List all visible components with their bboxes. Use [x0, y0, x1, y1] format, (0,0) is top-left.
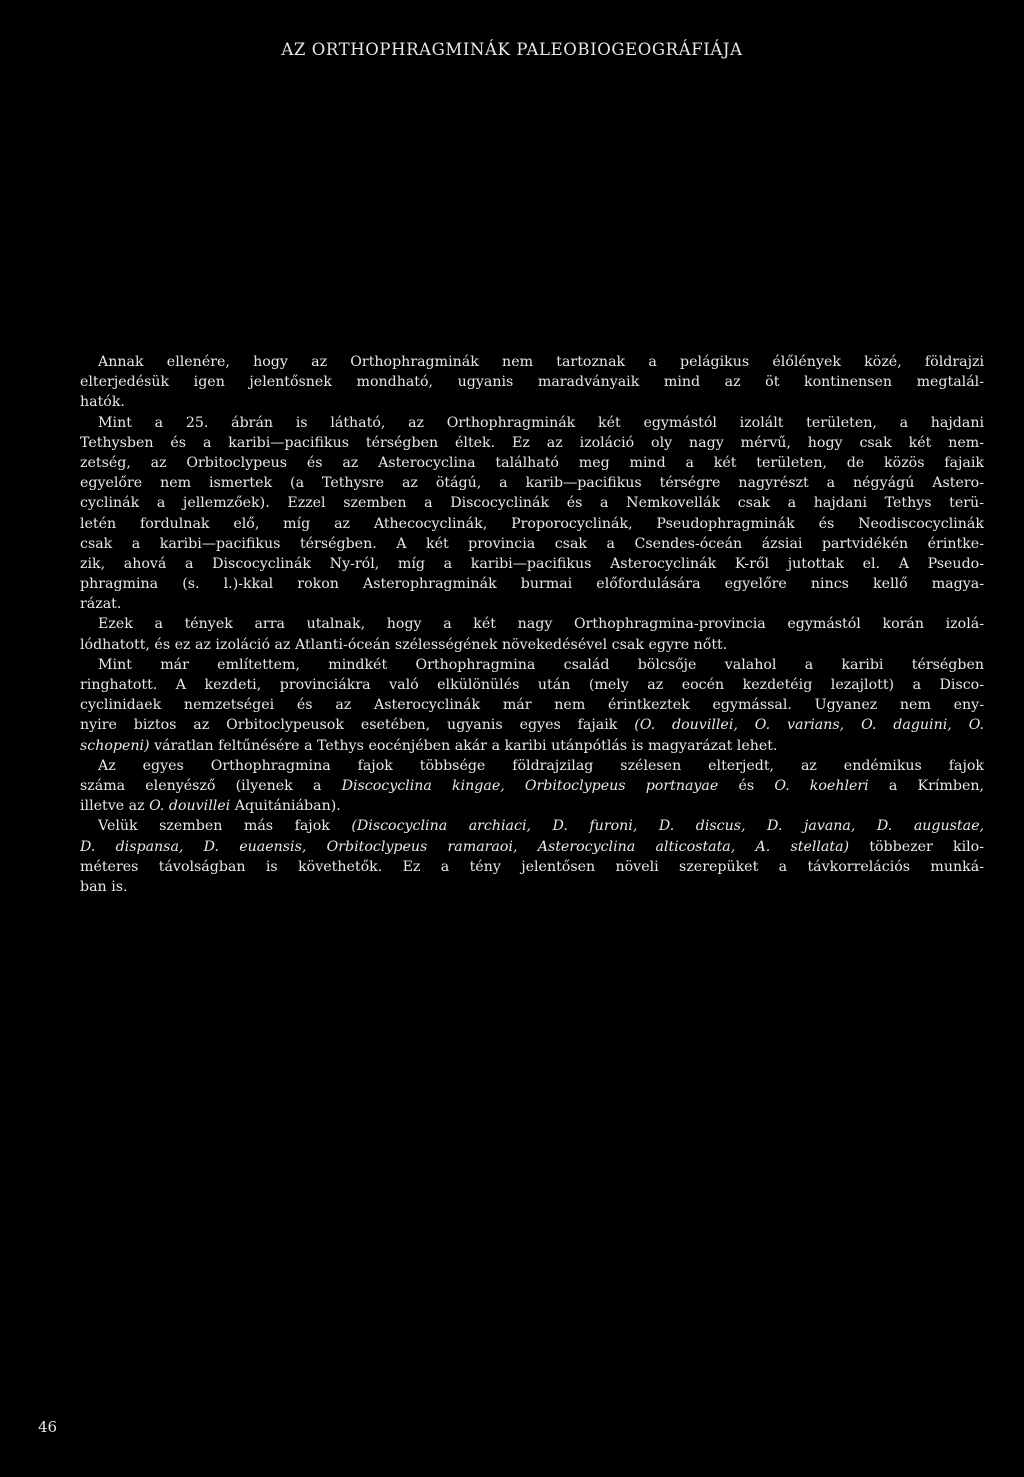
- text-line: [80, 453, 984, 473]
- text-line: [80, 554, 984, 574]
- text-line: [80, 715, 984, 735]
- text-line: [80, 816, 984, 836]
- text-line: [80, 857, 984, 877]
- text-segment: elterjedésük igen jelentősnek mondható, ugyanis maradványaik mind az öt kontinensen megtalál-: [80, 374, 984, 391]
- text-line: [80, 413, 984, 433]
- text-line: [80, 837, 984, 857]
- text-segment: zetség, az Orbitoclypeus és az Asterocyclina található meg mind a két területen, de közös fajaik: [80, 454, 984, 471]
- text-line: [80, 352, 984, 372]
- italic-species-name: D. dispansa, D. euaensis, Orbitoclypeus ramaraoi, Asterocyclina alticostata, A. stellata): [80, 838, 850, 855]
- text-segment: többezer kilo-: [849, 838, 984, 855]
- text-segment: nyire biztos az Orbitoclypeusok esetében, ugyanis egyes fajaik: [80, 717, 635, 734]
- text-segment: Tethysben és a karibi—pacifikus térségben éltek. Ez az izoláció oly nagy mérvű, hogy csak két nem-: [80, 434, 984, 451]
- text-segment: méteres távolságban is követhetők. Ez a tény jelentősen növeli szerepüket a távkorrelációs munká-: [80, 858, 984, 875]
- text-line: [80, 877, 984, 897]
- text-segment: Annak ellenére, hogy az Orthophragminák nem tartoznak a pelágikus élőlények közé, földrajzi: [98, 354, 984, 370]
- page-number: 46: [38, 1418, 58, 1436]
- text-segment: a Krímben,: [868, 777, 985, 794]
- text-line: [80, 635, 984, 655]
- text-segment: Mint a 25. ábrán is látható, az Orthophragminák két egymástól izolált területen, a hajdani: [98, 414, 984, 431]
- text-segment: ringhatott. A kezdeti, provinciákra való elkülönülés után (mely az eocén kezdetéig lezajlott) a Disco-: [80, 677, 984, 693]
- text-segment: és: [718, 777, 775, 794]
- text-segment: ban is.: [80, 878, 128, 895]
- text-line: [80, 534, 984, 554]
- text-segment: phragmina (s. l.)-kkal rokon Asterophragminák burmai előfordulására egyelőre nincs kellő magya-: [80, 576, 984, 593]
- text-segment: váratlan feltűnésére a Tethys eocénjében akár a karibi utánpótlás is magyarázat lehet.: [149, 737, 778, 754]
- text-segment: egyelőre nem ismertek (a Tethysre az ötágú, a karib—pacifikus térségre nagyrészt a négyágú Astero-: [80, 475, 984, 492]
- text-line: [80, 695, 984, 715]
- text-line: [80, 796, 984, 816]
- text-segment: csak a karibi—pacifikus térségben. A két provincia csak a Csendes-óceán ázsiai partvidékén érintke-: [80, 535, 984, 552]
- italic-species-name: O. koehleri: [774, 777, 869, 794]
- text-segment: hatók.: [80, 394, 125, 411]
- italic-species-name: (Discocyclina archiaci, D. furoni, D. discus, D. javana, D. augustae,: [351, 818, 984, 835]
- text-line: [80, 776, 984, 796]
- text-segment: Mint már említettem, mindkét Orthophragmina család bölcsője valahol a karibi térségben: [98, 656, 984, 673]
- text-line: [80, 473, 984, 493]
- text-segment: Aquitániában).: [230, 798, 341, 815]
- text-segment: cyclinák a jellemzőek). Ezzel szemben a Discocyclinák és a Nemkovellák csak a hajdani Tethys terü-: [80, 495, 984, 512]
- text-segment: cyclinidaek nemzetségei és az Asterocyclinák már nem érintkeztek egymással. Ugyanez nem eny-: [80, 697, 984, 714]
- text-segment: letén fordulnak elő, míg az Athecocyclinák, Proporocyclinák, Pseudophragminák és Neodiscocyclinák: [80, 515, 984, 532]
- running-head: AZ ORTHOPHRAGMINÁK PALEOBIOGEOGRÁFIÁJA: [281, 40, 743, 59]
- text-line: [80, 736, 984, 756]
- text-line: [80, 433, 984, 453]
- text-line: [80, 614, 984, 634]
- italic-species-name: (O. douvillei, O. varians, O. daguini, O.: [634, 717, 984, 734]
- text-line: [80, 655, 984, 675]
- text-segment: Az egyes Orthophragmina fajok többsége földrajzilag szélesen elterjedt, az endémikus fajok: [98, 757, 984, 774]
- text-segment: Ezek a tények arra utalnak, hogy a két nagy Orthophragmina-provincia egymástól korán izolá-: [98, 616, 984, 633]
- italic-species-name: schopeni): [80, 737, 150, 754]
- text-line: [80, 756, 984, 776]
- text-segment: zik, ahová a Discocyclinák Ny-ról, míg a karibi—pacifikus Asterocyclinák K-ről jutottak el. A Pseudo-: [80, 555, 984, 572]
- text-segment: Velük szemben más fajok: [98, 818, 352, 835]
- text-line: [80, 574, 984, 594]
- text-line: [80, 493, 984, 513]
- text-line: [80, 372, 984, 392]
- text-segment: lódhatott, és ez az izoláció az Atlanti-óceán szélességének növekedésével csak egyre nőtt.: [80, 636, 728, 653]
- text-segment: száma elenyésző (ilyenek a: [80, 777, 342, 794]
- text-line: [80, 675, 984, 695]
- text-line: [80, 594, 984, 614]
- text-line: [80, 392, 984, 412]
- italic-species-name: Discocyclina kingae, Orbitoclypeus portnayae: [341, 777, 719, 794]
- text-line: [80, 514, 984, 534]
- body-text: [80, 352, 984, 897]
- text-segment: illetve az: [80, 798, 150, 815]
- italic-species-name: O. douvillei: [149, 798, 231, 815]
- text-segment: rázat.: [80, 596, 122, 613]
